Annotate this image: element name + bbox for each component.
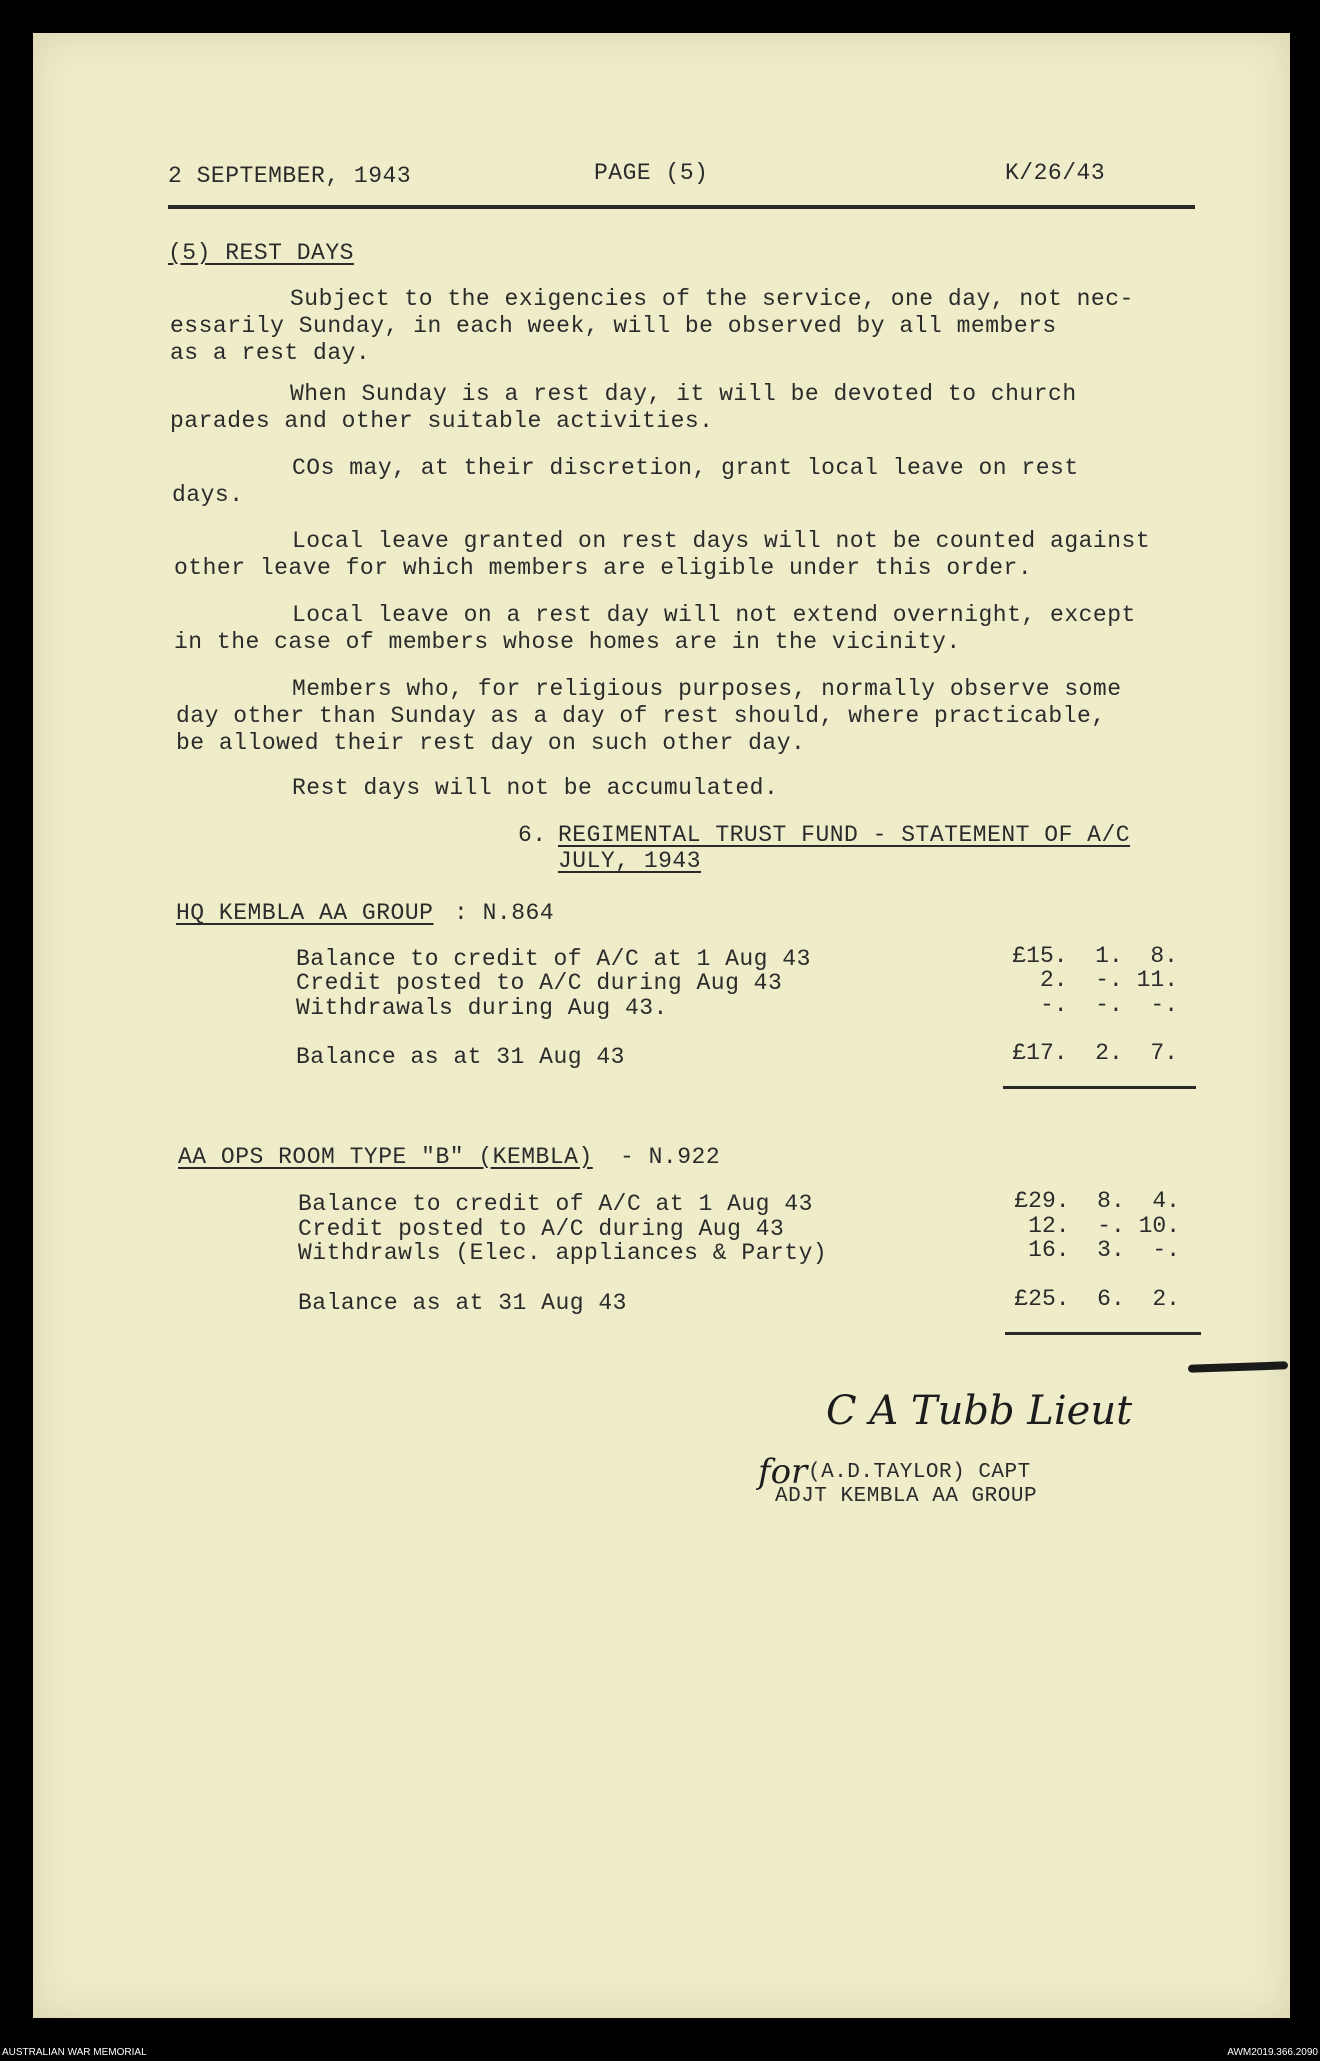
header-rule (168, 205, 1195, 209)
header-ref: K/26/43 (1005, 160, 1106, 186)
account2-row-amount: 16. 3. -. (1028, 1237, 1180, 1263)
rest-days-paragraph: COs may, at their discretion, grant local leave on rest days. (172, 455, 1079, 508)
account2-total-rule (1005, 1332, 1201, 1335)
rest-days-paragraph: Members who, for religious purposes, normally observe some day other than Sunday as a day of rest should, where practicable, be allowed their rest day on such other day. (176, 676, 1122, 756)
account1-row-amount: £15. 1. 8. (1012, 943, 1178, 969)
account2-balance-amount: £25. 6. 2. (1014, 1286, 1180, 1312)
account1-row-label: Withdrawals during Aug 43. (296, 995, 668, 1021)
account1-row-amount: 2. -. 11. (1039, 967, 1178, 993)
account1-total-rule (1003, 1086, 1196, 1089)
rest-days-heading: (5) REST DAYS (168, 240, 354, 266)
rest-days-paragraph: Local leave on a rest day will not extend overnight, except in the case of members whose homes are in the vicinity. (174, 602, 1136, 655)
handwritten-signature: C A Tubb Lieut (826, 1388, 1133, 1434)
handwritten-for: for (758, 1452, 808, 1492)
rest-days-paragraph: Local leave granted on rest days will not be counted against other leave for which members are eligible under this order. (174, 528, 1151, 581)
account2-balance-label: Balance as at 31 Aug 43 (298, 1290, 627, 1316)
rest-days-paragraph: When Sunday is a rest day, it will be devoted to church parades and other suitable activities. (170, 381, 1077, 434)
footer-institution: AUSTRALIAN WAR MEMORIAL (2, 2047, 147, 2058)
account1-row-label: Balance to credit of A/C at 1 Aug 43 (296, 946, 811, 972)
rest-days-paragraph: Rest days will not be accumulated. (292, 775, 779, 801)
footer-accession-number: AWM2019.366.2090 (1227, 2047, 1318, 2058)
account1-number: : N.864 (454, 900, 555, 926)
trust-fund-number: 6. (518, 822, 547, 848)
account1-title: HQ KEMBLA AA GROUP (176, 900, 434, 926)
signatory-title: ADJT KEMBLA AA GROUP (775, 1485, 1038, 1508)
trust-fund-subheading: JULY, 1943 (558, 848, 702, 874)
account2-title: AA OPS ROOM TYPE "B" (KEMBLA) (178, 1144, 593, 1170)
account2-row-amount: £29. 8. 4. (1014, 1188, 1180, 1214)
rest-days-paragraph: Subject to the exigencies of the service, one day, not nec- essarily Sunday, in each week, will be observed by all members as a rest day. (170, 286, 1134, 366)
signatory-name: (A.D.TAYLOR) CAPT (808, 1461, 1031, 1484)
trust-fund-heading: REGIMENTAL TRUST FUND - STATEMENT OF A/C (558, 822, 1131, 848)
account2-row-amount: 12. -. 10. (1028, 1213, 1180, 1239)
account1-balance-label: Balance as at 31 Aug 43 (296, 1044, 625, 1070)
header-date: 2 SEPTEMBER, 1943 (168, 163, 412, 189)
account2-row-label: Credit posted to A/C during Aug 43 (298, 1216, 785, 1242)
account2-number: - N.922 (620, 1144, 721, 1170)
account1-row-label: Credit posted to A/C during Aug 43 (296, 970, 783, 996)
account2-row-label: Balance to credit of A/C at 1 Aug 43 (298, 1191, 813, 1217)
header-page: PAGE (5) (594, 160, 709, 186)
account1-row-amount: -. -. -. (1039, 992, 1178, 1018)
account2-row-label: Withdrawls (Elec. appliances & Party) (298, 1240, 828, 1266)
account1-balance-amount: £17. 2. 7. (1012, 1040, 1178, 1066)
